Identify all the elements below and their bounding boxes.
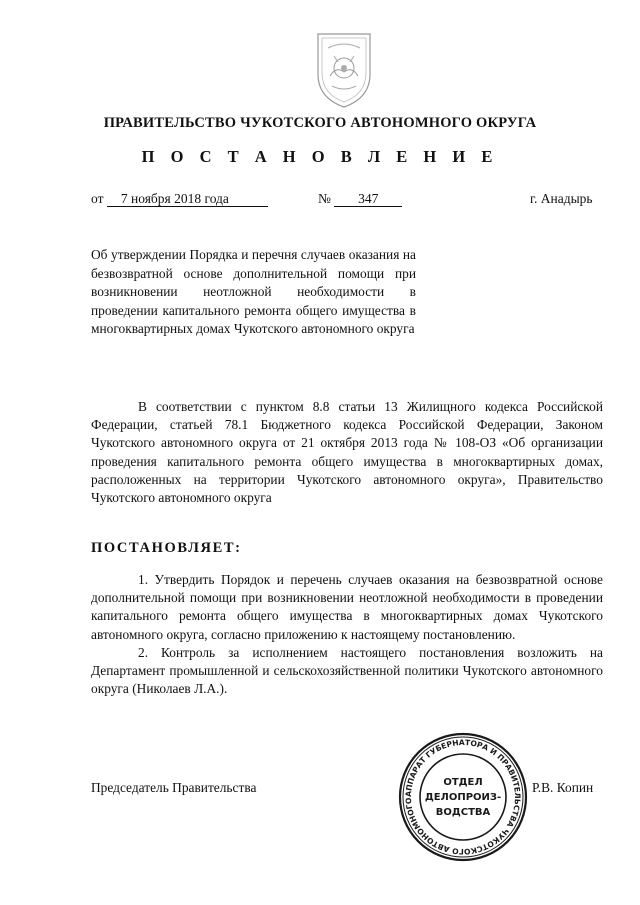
preamble-paragraph: В соответствии с пунктом 8.8 статьи 13 Жилищного кодекса Российской Федерации, статьей 78.1 Бюджетного кодекса Российской Федерации, Законом Чукотского автономного округа от 21 октября 2013 года № 108-ОЗ «Об организации проведения капитального ремонта общего имущества в многоквартирных домах, расположенных на территории Чукотского автономного округа», Правительство Чукотского автономного округа bbox=[91, 399, 603, 506]
government-title: ПРАВИТЕЛЬСТВО ЧУКОТСКОГО АВТОНОМНОГО ОКРУГА bbox=[103, 115, 537, 131]
shield-emblem-icon bbox=[308, 28, 380, 110]
date-prefix: от bbox=[91, 191, 104, 206]
preamble-section bbox=[91, 398, 603, 507]
clause-item: 2. Контроль за исполнением настоящего постановления возложить на Департамент промышленной и сельскохозяйственной политики Чукотского автономного округа (Николаев Л.А.). bbox=[91, 644, 603, 697]
stamp-line: ОТДЕЛ bbox=[443, 777, 483, 788]
clauses-section bbox=[91, 571, 603, 698]
number-value: 347 bbox=[334, 192, 402, 207]
city-label: г. Анадырь bbox=[530, 191, 593, 206]
signature-position: Председатель Правительства bbox=[91, 780, 257, 795]
number-prefix: № bbox=[318, 191, 331, 206]
official-stamp bbox=[397, 731, 529, 863]
signature-name: Р.В. Копин bbox=[532, 780, 594, 795]
clause-item: 1. Утвердить Порядок и перечень случаев оказания на безвозвратной основе дополнительной помощи при возникновении неотложной необходимости в проведении капитального ремонта общего имущества в многоквартирных домах Чукотского автономного округа, согласно приложению к настоящему постановлению. bbox=[91, 572, 603, 642]
coat-of-arms-emblem bbox=[308, 28, 380, 110]
number-field bbox=[318, 191, 402, 207]
document-type-heading: П О С Т А Н О В Л Е Н И Е bbox=[141, 147, 499, 166]
date-value: 7 ноября 2018 года bbox=[107, 192, 268, 207]
stamp-ring-text: АППАРАТ ГУБЕРНАТОРА И ПРАВИТЕЛЬСТВА ЧУКОТСКОГО АВТОНОМНОГО bbox=[403, 737, 523, 857]
date-field bbox=[91, 191, 268, 207]
decree-heading: ПОСТАНОВЛЯЕТ: bbox=[91, 540, 242, 556]
stamp-line: ДЕЛОПРОИЗ- bbox=[424, 792, 502, 803]
stamp-line: ВОДСТВА bbox=[435, 807, 491, 818]
document-subject: Об утверждении Порядка и перечня случаев оказания на безвозвратной основе дополнительной помощи при возникновении неотложной необходимости в проведении капитального ремонта общего имущества в многоквартирных домах Чукотского автономного округа bbox=[91, 247, 416, 336]
